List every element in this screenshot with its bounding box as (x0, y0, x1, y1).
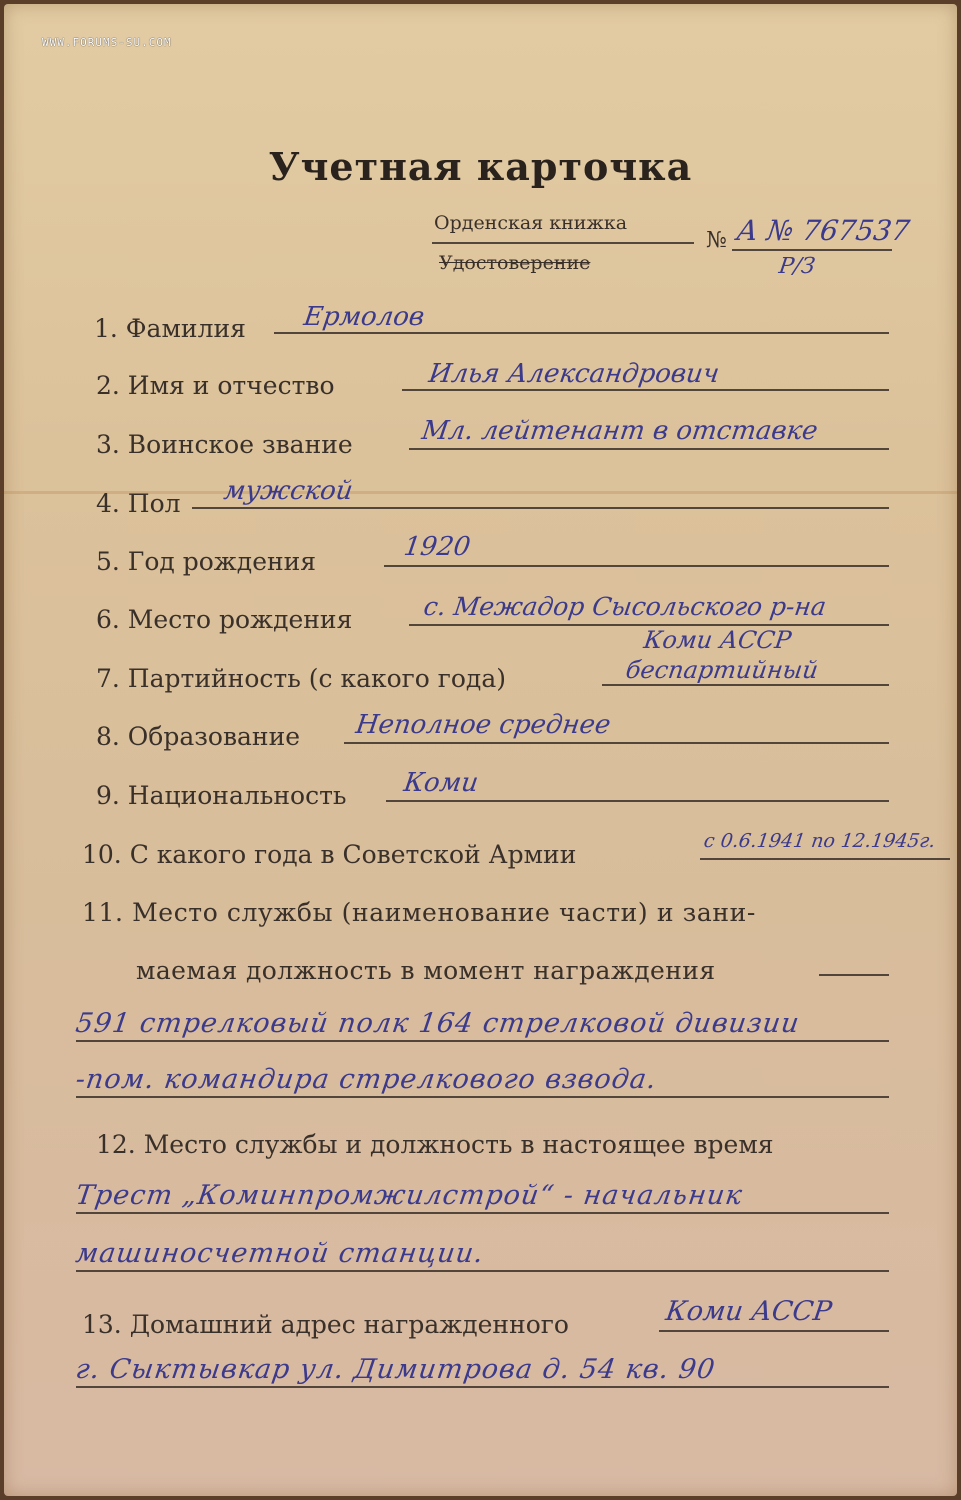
field-home-address-value-2: г. Сыктывкар ул. Димитрова д. 54 кв. 90 (73, 1354, 718, 1385)
field-current-job-line-2 (76, 1270, 889, 1272)
field-army-since-label: 10. С какого года в Советской Армии (82, 840, 577, 869)
field-service-place-line-2 (76, 1096, 889, 1098)
field-current-job-value-1: Трест „Коминпромжилстрой“ - начальник (73, 1180, 745, 1211)
field-birthplace-value-2: Коми АССР (642, 626, 794, 654)
field-army-since-line (700, 858, 950, 860)
field-name-patronymic-value: Илья Александрович (426, 359, 722, 389)
field-home-address-value-1: Коми АССР (663, 1296, 834, 1327)
field-education-label: 8. Образование (96, 722, 301, 751)
field-sex-line (192, 507, 889, 509)
field-education-value: Неполное среднее (353, 710, 613, 740)
field-birth-year-label: 5. Год рождения (96, 547, 317, 576)
booklet-number-label: № (706, 228, 727, 253)
field-sex-value: мужской (221, 476, 355, 506)
field-party-line (602, 684, 889, 686)
field-surname-value: Ермолов (301, 302, 427, 332)
field-service-place-value-2: -пом. командира стрелкового взвода. (73, 1064, 659, 1095)
field-current-job-line-1 (76, 1212, 889, 1214)
field-army-since-value: с 0.6.1941 по 12.1945г. (702, 830, 937, 852)
booklet-divider (432, 242, 694, 244)
card-title: Учетная карточка (268, 144, 693, 189)
field-birth-year-line (384, 565, 889, 567)
field-service-place-label-2: маемая должность в момент награждения (136, 956, 716, 985)
registration-card (4, 4, 957, 1496)
field-nationality-value: Коми (401, 768, 481, 798)
field-service-place-label-1: 11. Место службы (наименование части) и зани- (82, 898, 756, 927)
field-service-place-line-0 (819, 974, 889, 976)
watermark: WWW.FORUMS-SU.COM (42, 36, 172, 49)
field-surname-line (274, 332, 889, 334)
field-home-address-label: 13. Домашний адрес награжденного (82, 1310, 569, 1339)
field-sex-label: 4. Пол (96, 489, 181, 518)
field-rank-line (409, 448, 889, 450)
booklet-number-value: А № 767537 (734, 214, 912, 247)
booklet-number-note: Р/З (777, 254, 817, 279)
field-rank-label: 3. Воинское звание (96, 430, 353, 459)
field-current-job-value-2: машиносчетной станции. (73, 1238, 486, 1269)
field-education-line (344, 742, 889, 744)
field-service-place-line-1 (76, 1040, 889, 1042)
booklet-number-line (732, 249, 892, 251)
field-party-value: беспартийный (624, 656, 820, 684)
field-home-address-line-1 (659, 1330, 889, 1332)
field-name-patronymic-label: 2. Имя и отчество (96, 371, 335, 400)
field-current-job-label: 12. Место службы и должность в настоящее время (96, 1130, 774, 1159)
field-service-place-value-1: 591 стрелковый полк 164 стрелковой дивизии (73, 1008, 802, 1039)
booklet-option-certificate-struck: Удостоверение (439, 252, 591, 274)
field-nationality-line (386, 800, 889, 802)
booklet-option-order-book: Орденская книжка (434, 212, 628, 234)
field-party-label: 7. Партийность (с какого года) (96, 664, 506, 693)
field-rank-value: Мл. лейтенант в отставке (419, 416, 820, 446)
field-birthplace-value: с. Межадор Сысольского р-на (421, 592, 829, 621)
field-nationality-label: 9. Национальность (96, 781, 347, 810)
field-home-address-line-2 (76, 1386, 889, 1388)
field-birth-year-value: 1920 (401, 532, 473, 562)
field-birthplace-label: 6. Место рождения (96, 605, 353, 634)
field-name-patronymic-line (402, 389, 889, 391)
field-surname-label: 1. Фамилия (94, 314, 246, 343)
